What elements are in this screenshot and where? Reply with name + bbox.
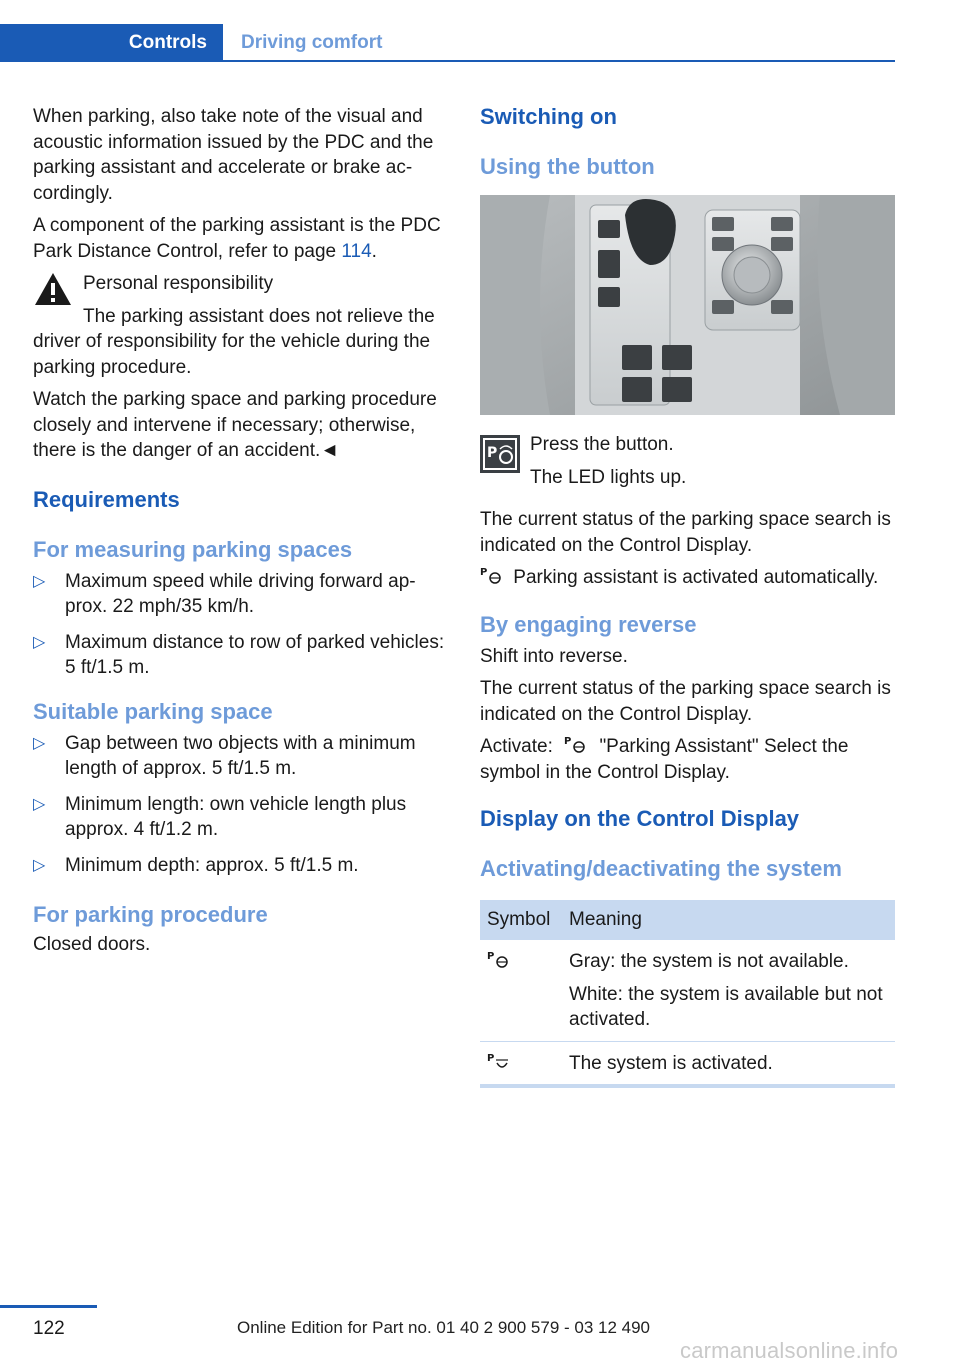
measuring-list	[33, 569, 451, 681]
activate-instruction	[480, 734, 896, 785]
warning-triangle-icon	[33, 271, 73, 307]
right-column-lower	[480, 507, 896, 1088]
list-bullet-triangle-icon: ▷	[33, 633, 46, 651]
procedure-text: Closed doors.	[33, 934, 151, 955]
auto-activation-line	[480, 565, 896, 591]
list-item-text: Minimum depth: approx. 5 ft/1.5 m.	[65, 854, 359, 876]
pdc-reference-text: A component of the parking assistant is the PDC Park Distance Control, refer to page	[33, 215, 441, 262]
watermark: carmanualsonline.info	[680, 1338, 899, 1363]
parking-assistant-button-icon	[480, 435, 520, 473]
display-heading: Display on the Control Display	[480, 806, 800, 831]
list-bullet-triangle-icon: ▷	[33, 734, 46, 752]
parking-assistant-symbol-icon	[487, 1051, 511, 1071]
table-cell-symbol	[480, 1041, 562, 1086]
warning-body-text: The parking assistant does not relieve the driver of responsibility for the vehicle during the parking procedure.	[33, 305, 435, 378]
edition-text: Online Edition for Part no. 01 40 2 900 579 - 03 12 490	[237, 1318, 651, 1337]
list-item-text: Minimum length: own vehicle length plus approx. 4 ft/1.2 m.	[65, 793, 407, 840]
footer-divider	[0, 1305, 97, 1308]
procedure-heading: For parking procedure	[33, 902, 268, 927]
reverse-heading: By engaging reverse	[480, 611, 697, 637]
list-item-text: Gap between two objects with a minimum length of approx. 5 ft/1.5 m.	[65, 732, 416, 779]
intro-paragraph: When parking, also take note of the visual and acoustic information issued by the PDC and the parking assistant and accelerate or brake accordingly.	[33, 106, 434, 204]
svg-text:P: P	[487, 1052, 495, 1064]
warning-body-2: Watch the parking space and parking procedure closely and intervene if necessary; otherwise, there is the danger of an accident.◄	[33, 389, 437, 461]
warning-title: Personal responsibility	[83, 273, 274, 294]
center-console-photo	[480, 195, 895, 415]
status-text-2: The current status of the parking space search is indicated on the Control Display.	[480, 678, 891, 725]
tab-driving-comfort[interactable]: Driving comfort	[241, 32, 383, 53]
table-row	[480, 1041, 895, 1086]
auto-activation-text: Parking assistant is activated automatically.	[513, 567, 879, 588]
parking-assistant-symbol-icon	[564, 734, 588, 754]
list-item-text: Maximum distance to row of parked vehicles: 5 ft/1.5 m.	[65, 631, 445, 678]
activate-label: Activate:	[480, 736, 553, 757]
list-bullet-triangle-icon: ▷	[33, 572, 46, 590]
table-row	[480, 940, 895, 1041]
page-number: 122	[33, 1318, 65, 1339]
pdc-reference-paragraph	[33, 213, 451, 264]
parking-assistant-symbol-icon	[480, 565, 504, 585]
list-item	[33, 630, 451, 681]
left-column	[33, 104, 451, 965]
activating-heading: Activating/deactivating the system	[480, 856, 842, 881]
switching-on-heading: Switching on	[480, 104, 617, 129]
svg-text:P: P	[564, 736, 572, 747]
symbol-table	[480, 900, 895, 1088]
header-divider	[0, 60, 895, 62]
status-text-1: The current status of the parking space search is indicated on the Control Display.	[480, 509, 891, 556]
meaning-gray: Gray: the system is not available.	[569, 951, 849, 972]
list-bullet-triangle-icon: ▷	[33, 795, 46, 813]
table-header-row	[480, 900, 895, 940]
svg-text:P: P	[487, 951, 495, 962]
table-cell-meaning: The system is activated.	[562, 1041, 895, 1086]
warning-block	[33, 271, 451, 464]
table-cell-symbol	[480, 940, 562, 1041]
warning-body	[33, 304, 451, 381]
list-item-text: Maximum speed while driving forward approx. 22 mph/35 km/h.	[65, 570, 416, 617]
tab-controls[interactable]: Controls	[0, 24, 223, 61]
parking-assistant-symbol-icon	[487, 949, 511, 969]
list-item	[33, 792, 451, 843]
button-instructions	[530, 432, 890, 497]
table-header-meaning: Meaning	[562, 900, 895, 940]
using-button-heading: Using the button	[480, 154, 655, 179]
table-cell-meaning	[562, 940, 895, 1041]
svg-text:P: P	[487, 445, 498, 461]
pdc-reference-end: .	[371, 240, 377, 262]
requirements-heading: Requirements	[33, 486, 180, 512]
suitable-list	[33, 731, 451, 879]
list-item	[33, 731, 451, 782]
suitable-heading: Suitable parking space	[33, 698, 273, 724]
svg-text:P: P	[480, 567, 488, 578]
measuring-heading: For measuring parking spaces	[33, 536, 353, 562]
right-column	[480, 104, 896, 180]
table-header-symbol: Symbol	[480, 900, 562, 940]
activate-text: "Parking Assistant" Select the symbol in the Control Display.	[480, 736, 849, 783]
press-button-text: Press the button.	[530, 434, 674, 455]
led-text: The LED lights up.	[530, 466, 687, 488]
page-header	[0, 0, 895, 62]
list-item	[33, 569, 451, 620]
shift-reverse-text: Shift into reverse.	[480, 645, 628, 667]
page-link[interactable]: 114	[341, 240, 372, 262]
list-bullet-triangle-icon: ▷	[33, 856, 46, 874]
list-item	[33, 853, 451, 879]
meaning-white: White: the system is available but not activated.	[569, 983, 883, 1030]
